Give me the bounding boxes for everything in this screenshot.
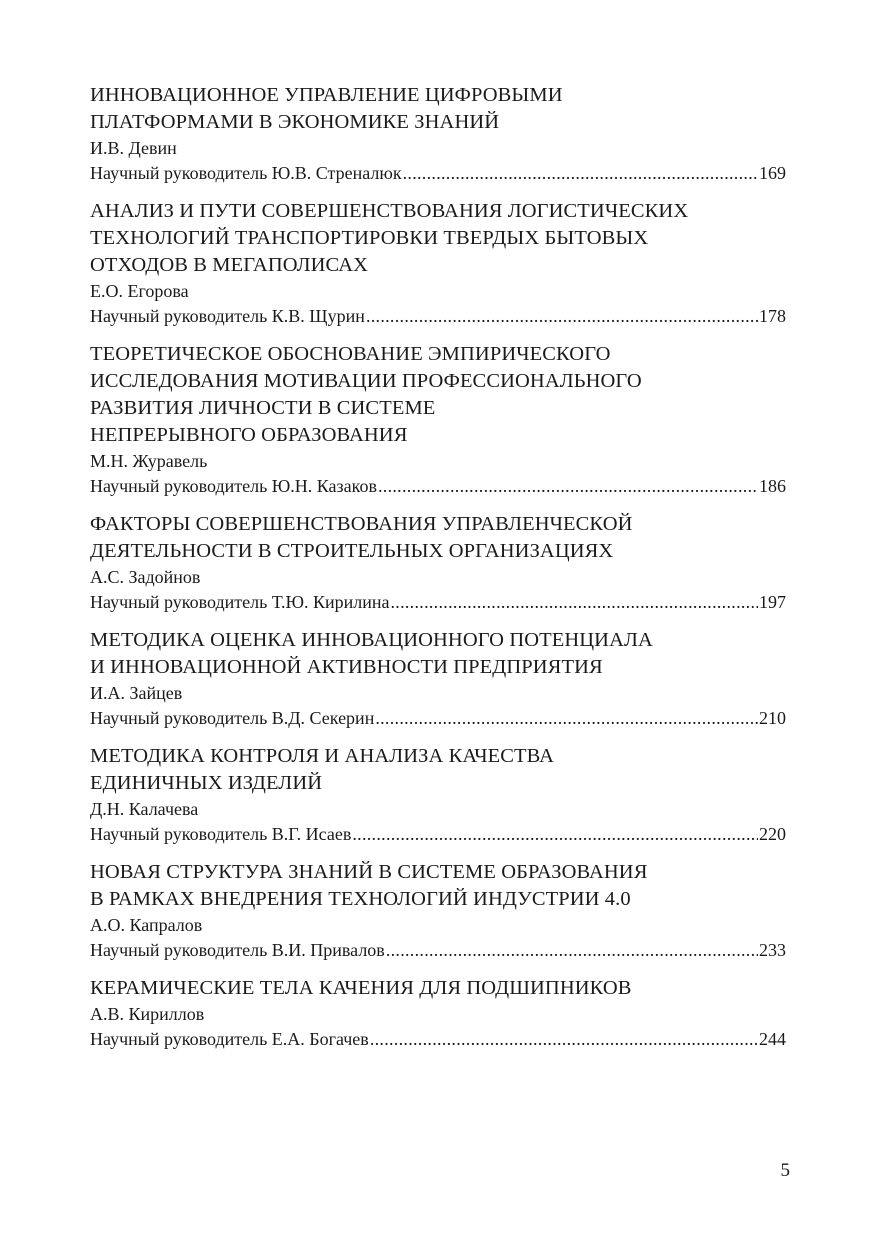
entry-title-line: ПЛАТФОРМАМИ В ЭКОНОМИКЕ ЗНАНИЙ [90,111,500,133]
entry-supervisor-line [90,161,786,186]
dot-leader [370,1027,758,1052]
entry-title-line: ОТХОДОВ В МЕГАПОЛИСАХ [90,254,369,276]
dot-leader [390,590,758,615]
table-of-contents [90,82,786,1064]
dot-leader [403,161,758,186]
entry-supervisor-line [90,706,786,731]
entry-title-line: И ИННОВАЦИОННОЙ АКТИВНОСТИ ПРЕДПРИЯТИЯ [90,656,603,678]
toc-entry [90,627,786,731]
dot-leader [352,822,758,847]
entry-page-number: 197 [759,592,786,612]
entry-supervisor: Научный руководитель В.Д. Секерин [90,708,375,728]
entry-page-number: 186 [759,476,786,496]
entry-title-line: МЕТОДИКА ОЦЕНКА ИННОВАЦИОННОГО ПОТЕНЦИАЛА [90,629,653,651]
entry-page-number: 178 [759,306,786,326]
entry-supervisor-line [90,938,786,963]
entry-author: Е.О. Егорова [90,281,189,301]
entry-page-number: 210 [759,708,786,728]
toc-entry [90,743,786,847]
entry-page-number: 233 [759,940,786,960]
entry-supervisor: Научный руководитель Ю.Н. Казаков [90,476,377,496]
entry-author: А.О. Капралов [90,915,203,935]
entry-title-line: НОВАЯ СТРУКТУРА ЗНАНИЙ В СИСТЕМЕ ОБРАЗОВАНИЯ [90,861,648,883]
entry-title-line: НЕПРЕРЫВНОГО ОБРАЗОВАНИЯ [90,424,408,446]
entry-supervisor-line [90,590,786,615]
entry-title-line: ИССЛЕДОВАНИЯ МОТИВАЦИИ ПРОФЕССИОНАЛЬНОГО [90,370,642,392]
entry-title-line: ЕДИНИЧНЫХ ИЗДЕЛИЙ [90,772,323,794]
toc-entry [90,975,786,1052]
entry-title-line: РАЗВИТИЯ ЛИЧНОСТИ В СИСТЕМЕ [90,397,436,419]
entry-title-line: КЕРАМИЧЕСКИЕ ТЕЛА КАЧЕНИЯ ДЛЯ ПОДШИПНИКОВ [90,977,632,999]
page-number: 5 [780,1160,790,1181]
entry-supervisor: Научный руководитель Ю.В. Стреналюк [90,163,402,183]
entry-page-number: 169 [759,163,786,183]
entry-title-line: ФАКТОРЫ СОВЕРШЕНСТВОВАНИЯ УПРАВЛЕНЧЕСКОЙ [90,513,633,535]
entry-title-line: ТЕОРЕТИЧЕСКОЕ ОБОСНОВАНИЕ ЭМПИРИЧЕСКОГО [90,343,611,365]
entry-supervisor: Научный руководитель В.И. Привалов [90,940,385,960]
entry-supervisor: Научный руководитель Е.А. Богачев [90,1029,369,1049]
entry-author: А.В. Кириллов [90,1004,205,1024]
entry-author: Д.Н. Калачева [90,799,199,819]
entry-author: А.С. Задойнов [90,567,201,587]
entry-title-line: ИННОВАЦИОННОЕ УПРАВЛЕНИЕ ЦИФРОВЫМИ [90,84,563,106]
entry-supervisor-line [90,1027,786,1052]
toc-entry [90,859,786,963]
toc-entry [90,82,786,186]
entry-supervisor-line [90,474,786,499]
entry-supervisor: Научный руководитель Т.Ю. Кирилина [90,592,390,612]
entry-title-line: ТЕХНОЛОГИЙ ТРАНСПОРТИРОВКИ ТВЕРДЫХ БЫТОВЫХ [90,227,649,249]
dot-leader [366,304,758,329]
entry-page-number: 244 [759,1029,786,1049]
entry-page-number: 220 [759,824,786,844]
dot-leader [375,706,758,731]
entry-title-line: ДЕЯТЕЛЬНОСТИ В СТРОИТЕЛЬНЫХ ОРГАНИЗАЦИЯХ [90,540,614,562]
entry-supervisor: Научный руководитель В.Г. Исаев [90,824,352,844]
entry-supervisor-line [90,822,786,847]
entry-author: И.В. Девин [90,138,177,158]
entry-author: М.Н. Журавель [90,451,208,471]
toc-entry [90,198,786,329]
entry-author: И.А. Зайцев [90,683,183,703]
dot-leader [386,938,758,963]
toc-entry [90,341,786,499]
toc-entry [90,511,786,615]
entry-title-line: АНАЛИЗ И ПУТИ СОВЕРШЕНСТВОВАНИЯ ЛОГИСТИЧЕСКИХ [90,200,689,222]
dot-leader [378,474,758,499]
entry-title-line: МЕТОДИКА КОНТРОЛЯ И АНАЛИЗА КАЧЕСТВА [90,745,555,767]
entry-supervisor-line [90,304,786,329]
entry-title-line: В РАМКАХ ВНЕДРЕНИЯ ТЕХНОЛОГИЙ ИНДУСТРИИ 4.0 [90,888,631,910]
entry-supervisor: Научный руководитель К.В. Щурин [90,306,365,326]
